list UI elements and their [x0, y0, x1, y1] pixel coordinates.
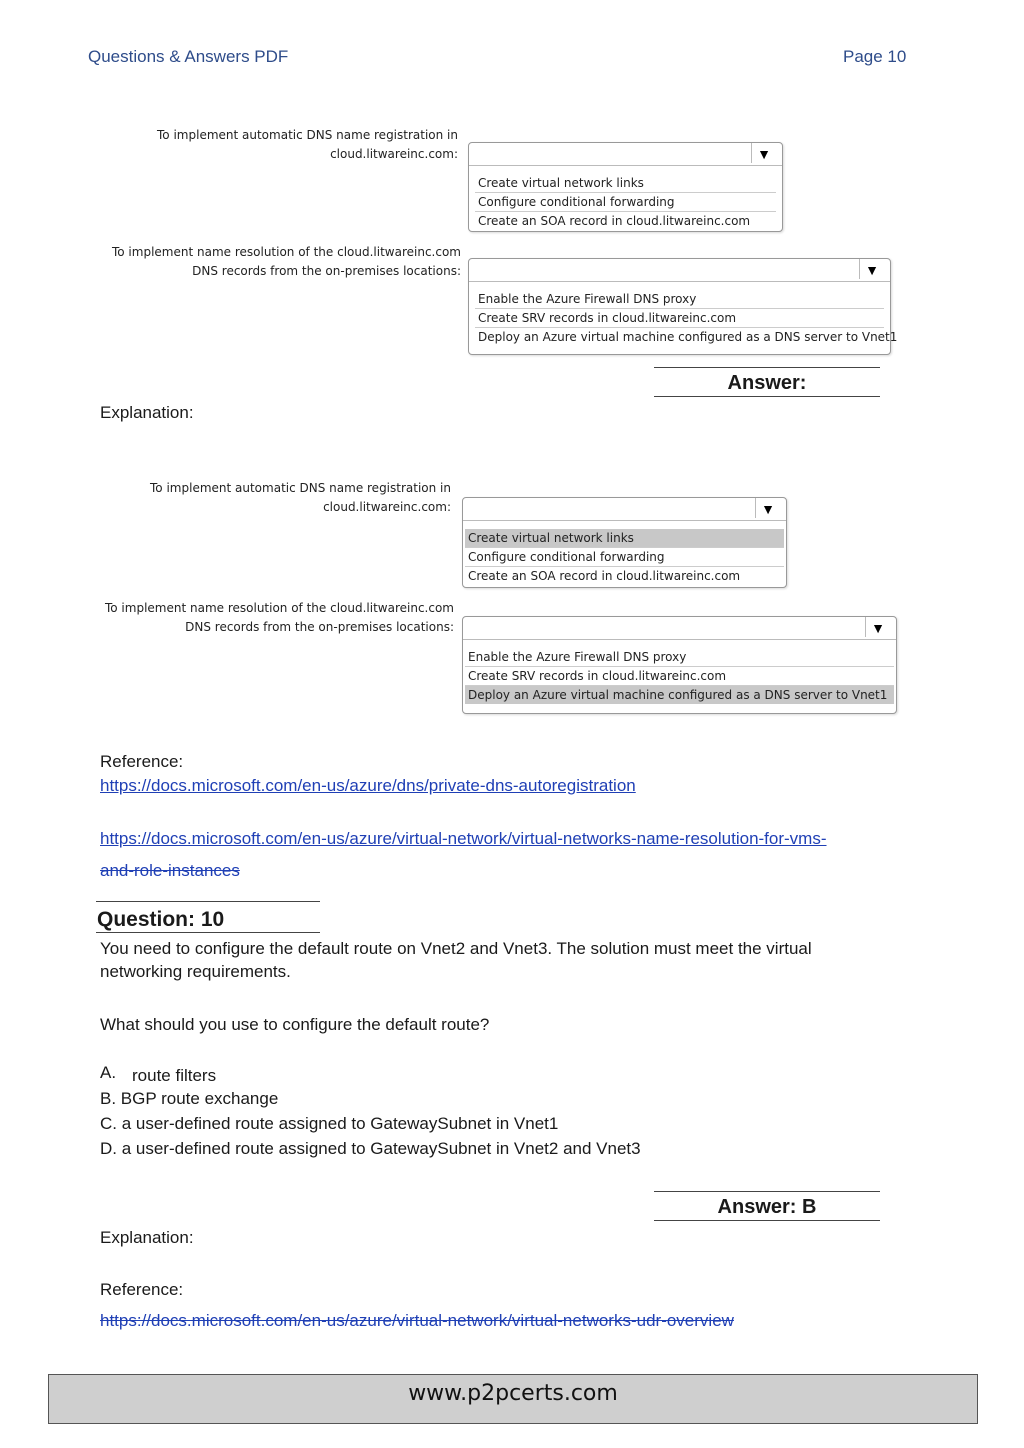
dropdown2-label	[100, 243, 461, 281]
answer-dropdown1[interactable]	[462, 497, 787, 588]
dropdown2-label-line1: To implement name resolution of the cloud.litwareinc.com	[111, 245, 461, 259]
dropdown2-exhibit[interactable]	[468, 258, 898, 355]
footer-site-link[interactable]: www.p2pcerts.com	[408, 1381, 618, 1406]
dropdown2-options	[475, 290, 898, 346]
question-divider	[96, 901, 320, 902]
answer-dropdown2-header	[463, 621, 896, 640]
reference-label: Reference:	[100, 752, 184, 771]
reference-link-2-continued[interactable]: and-role-instances	[100, 861, 240, 880]
answer-box	[654, 1191, 880, 1221]
dropdown-option[interactable]: Enable the Azure Firewall DNS proxy	[465, 648, 894, 667]
answer-dropdown1-header	[463, 502, 786, 521]
page-number: Page 10	[843, 47, 907, 66]
dropdown-option[interactable]: Configure conditional forwarding	[475, 193, 776, 212]
reference-link-1[interactable]: https://docs.microsoft.com/en-us/azure/dns/private-dns-autoregistration	[100, 776, 636, 795]
answer-dropdown2-options	[465, 648, 894, 704]
explanation-label: Explanation:	[100, 403, 194, 422]
dropdown-option[interactable]: Create an SOA record in cloud.litwareinc.com	[478, 214, 751, 228]
dropdown-option[interactable]: Enable the Azure Firewall DNS proxy	[475, 290, 884, 309]
answer-dropdown1-label-line2: cloud.litwareinc.com:	[323, 500, 451, 514]
dropdown2-label-line2: DNS records from the on-premises locations:	[192, 264, 461, 278]
footer-banner	[48, 1374, 978, 1424]
dropdown-option-selected[interactable]: Deploy an Azure virtual machine configured as a DNS server to Vnet1	[465, 686, 894, 704]
option-b: B. BGP route exchange	[100, 1089, 279, 1108]
dropdown-option[interactable]: Create SRV records in cloud.litwareinc.com	[475, 309, 884, 328]
answer-label: Answer:	[727, 372, 807, 394]
question-prompt: What should you use to configure the default route?	[100, 1015, 490, 1034]
answer-text: Answer: B	[717, 1196, 817, 1218]
question-title: Question: 10	[97, 908, 225, 931]
answer-dropdown2-label-line1: To implement name resolution of the cloud.litwareinc.com	[104, 601, 454, 615]
answer-dropdown2-label	[90, 599, 454, 637]
dropdown2-header	[469, 263, 890, 282]
answer-dropdown1-label-line1: To implement automatic DNS name registration in	[150, 481, 451, 495]
explanation-label: Explanation:	[100, 1228, 194, 1247]
question-divider	[96, 932, 320, 933]
option-c: C. a user-defined route assigned to GatewaySubnet in Vnet1	[100, 1114, 559, 1133]
answer-dropdown1-options	[465, 529, 784, 585]
question-text-line2: networking requirements.	[100, 962, 291, 981]
dropdown1-label-line2: cloud.litwareinc.com:	[330, 147, 458, 161]
answer-dropdown2-label-line2: DNS records from the on-premises locations:	[185, 620, 454, 634]
reference-link[interactable]: https://docs.microsoft.com/en-us/azure/virtual-network/virtual-networks-udr-overview	[100, 1311, 734, 1330]
chevron-down-icon: ▼	[865, 617, 890, 637]
answer-dropdown1-label	[130, 479, 451, 517]
chevron-down-icon: ▼	[751, 143, 776, 163]
dropdown1-options	[475, 174, 776, 230]
dropdown-option[interactable]: Create an SOA record in cloud.litwareinc.com	[468, 569, 741, 583]
option-d: D. a user-defined route assigned to GatewaySubnet in Vnet2 and Vnet3	[100, 1139, 641, 1158]
chevron-down-icon: ▼	[755, 498, 780, 518]
dropdown1-header	[469, 147, 782, 166]
answer-box	[654, 367, 880, 397]
dropdown-option-selected[interactable]: Create virtual network links	[465, 529, 784, 548]
dropdown-option[interactable]: Deploy an Azure virtual machine configured as a DNS server to Vnet1	[478, 330, 898, 344]
document-title: Questions & Answers PDF	[88, 47, 289, 66]
dropdown-option[interactable]: Create virtual network links	[475, 174, 776, 193]
dropdown-option[interactable]: Configure conditional forwarding	[465, 548, 784, 567]
chevron-down-icon: ▼	[859, 259, 884, 279]
reference-label: Reference:	[100, 1280, 184, 1299]
dropdown1-exhibit[interactable]	[468, 142, 783, 232]
option-a-letter: A.	[100, 1063, 117, 1082]
question-text-line1: You need to configure the default route on Vnet2 and Vnet3. The solution must meet the virtual	[100, 939, 812, 958]
option-a-text: route filters	[132, 1066, 217, 1085]
dropdown1-label	[140, 126, 458, 164]
dropdown-option[interactable]: Create SRV records in cloud.litwareinc.com	[465, 667, 894, 686]
answer-dropdown2[interactable]	[462, 616, 897, 714]
reference-link-2[interactable]: https://docs.microsoft.com/en-us/azure/virtual-network/virtual-networks-name-resolution-for-vms-	[100, 829, 827, 848]
dropdown1-label-line1: To implement automatic DNS name registration in	[157, 128, 458, 142]
